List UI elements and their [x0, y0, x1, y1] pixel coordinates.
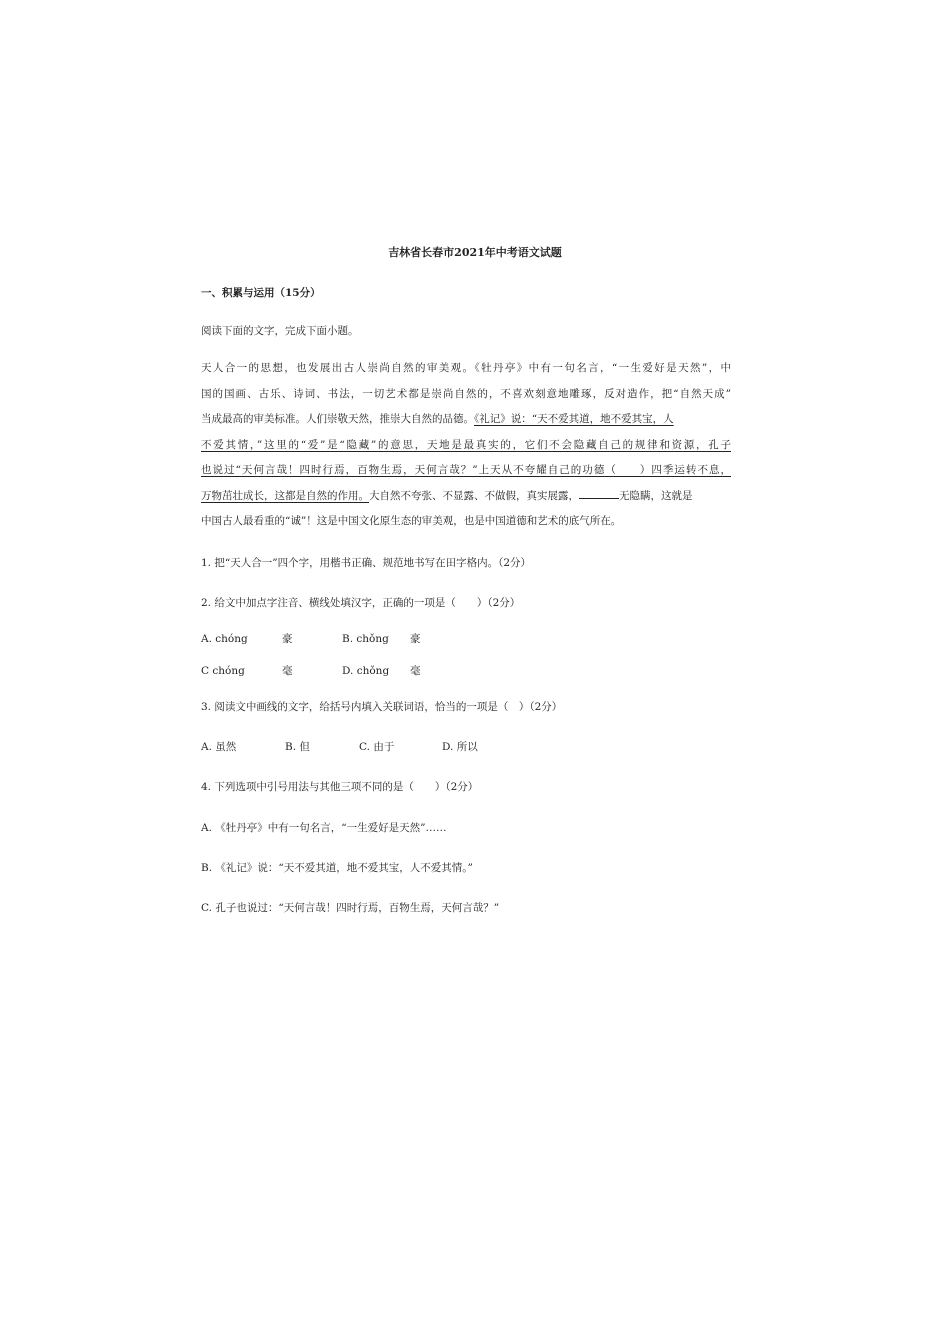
passage-line-6-underlined: 万物茁壮成长，这都是自然的作用。 [201, 489, 369, 502]
question-3: 3. 阅读文中画线的文字，给括号内填入关联词语，恰当的一项是（ ）（2分） [201, 701, 563, 713]
section-heading: 一、积累与运用（15分） [201, 287, 321, 299]
question-2: 2. 给文中加点字注音、横线处填汉字，正确的一项是（ ）（2分） [201, 597, 521, 609]
question-1: 1. 把“天人合一”四个字，用楷书正确、规范地书写在田字格内。（2分） [201, 557, 532, 569]
q4-option-b: B. 《礼记》说：“天不爱其道，地不爱其宝，人不爱其情。” [201, 862, 473, 874]
q2-option-c-char: 毫 [282, 665, 293, 677]
q2-option-b-label: B. chǒng [342, 633, 389, 645]
q2-option-a-char: 豪 [282, 633, 293, 645]
q2-option-c-label: C chóng [201, 665, 245, 677]
passage-line-3 [201, 407, 731, 433]
passage-line-3-underlined: 《礼记》说：“天不爱其道，地不爱其宝，人 [474, 413, 674, 425]
q2-option-b-char: 豪 [410, 633, 421, 645]
page-title: 吉林省长春市2021年中考语文试题 [388, 246, 562, 259]
passage-line-6-middle: 大自然不夸张、不显露、不做假，真实展露， [369, 489, 579, 502]
passage-line-4: 不爱其情，”这里的“爱”是“隐藏”的意思，天地是最真实的，它们不会隐藏自己的规律和资源，孔子 [201, 438, 731, 451]
passage-line-1: 天人合一的思想，也发展出古人崇尚自然的审美观。《牡丹亭》中有一句名言，“一生爱好是天然”，中 [201, 362, 731, 374]
passage-line-7: 中国古人最看重的“诚”！这是中国文化原生态的审美观，也是中国道德和艺术的底气所在。 [201, 515, 622, 527]
q3-option-b: B. 但 [285, 741, 310, 753]
q4-option-c: C. 孔子也说过：“天何言哉！四时行焉，百物生焉，天何言哉？” [201, 902, 500, 914]
question-4: 4. 下列选项中引号用法与其他三项不同的是（ ）（2分） [201, 781, 479, 793]
fill-blank [579, 486, 619, 499]
passage-line-3-plain: 当成最高的审美标准。人们崇敬天然，推崇大自然的品德。 [201, 413, 474, 425]
passage-line-2: 国的国画、古乐、诗词、书法，一切艺术都是崇尚自然的，不喜欢刻意地雕琢，反对造作，把“自然天成” [201, 387, 731, 400]
reading-passage [201, 356, 731, 535]
passage-line-6-end: 无隐瞒，这就是 [619, 489, 693, 502]
q3-option-a: A. 虽然 [201, 741, 237, 753]
passage-line-5: 也说过“天何言哉！四时行焉，百物生焉，天何言哉？”上天从不夸耀自己的功德（ ）四季运转不息， [201, 464, 731, 476]
q2-option-d-char: 毫 [410, 665, 421, 677]
q3-option-d: D. 所以 [442, 741, 478, 753]
passage-line-6 [201, 484, 731, 510]
q2-option-a-label: A. chóng [201, 633, 248, 645]
q3-option-c: C. 由于 [359, 741, 395, 753]
reading-instruction: 阅读下面的文字，完成下面小题。 [201, 325, 359, 337]
q4-option-a: A. 《牡丹亭》中有一句名言，“一生爱好是天然”…… [201, 822, 447, 834]
q2-option-d-label: D. chǒng [342, 665, 390, 677]
